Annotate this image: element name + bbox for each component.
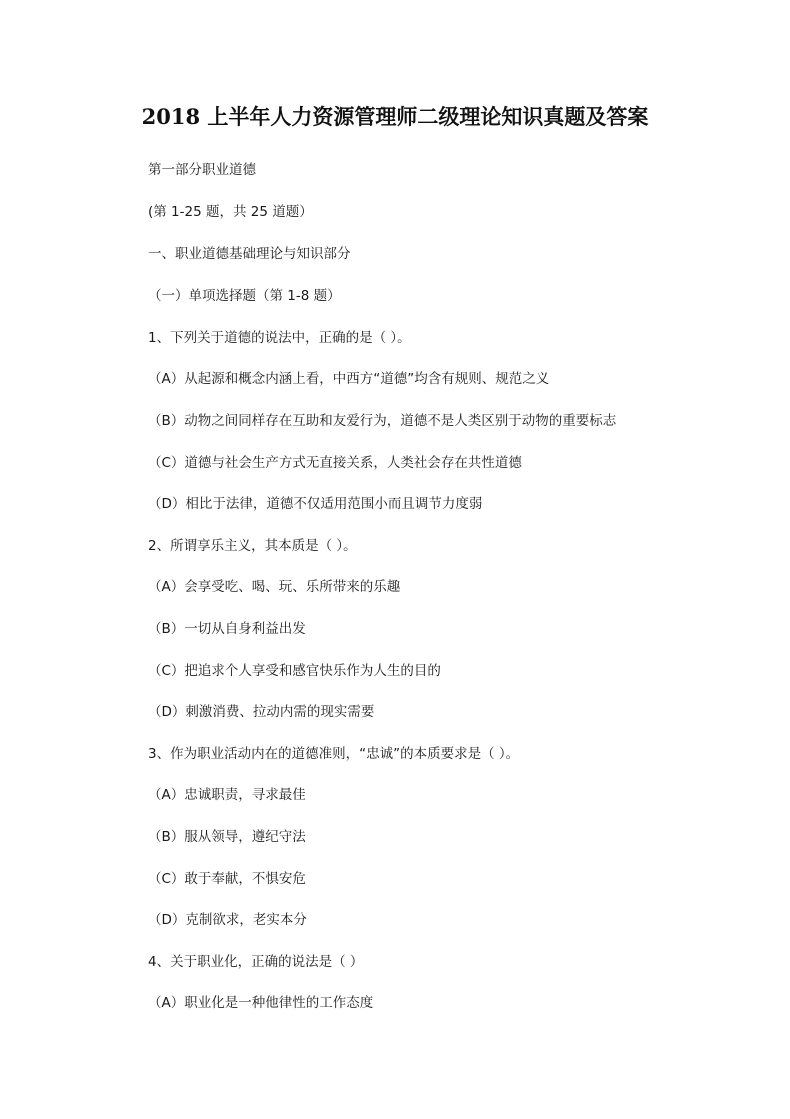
question-1-option-b: （B）动物之间同样存在互助和友爱行为，道德不是人类区别于动物的重要标志 xyxy=(148,413,617,429)
question-1-option-a: （A）从起源和概念内涵上看，中西方“道德”均含有规则、规范之义 xyxy=(148,371,550,387)
question-1-stem: 1、下列关于道德的说法中，正确的是（ ）。 xyxy=(148,330,411,346)
question-2-option-c: （C）把追求个人享受和感官快乐作为人生的目的 xyxy=(148,663,441,679)
subpart-heading: （一）单项选择题（第 1-8 题） xyxy=(148,288,341,304)
question-1-option-d: （D）相比于法律，道德不仅适用范围小而且调节力度弱 xyxy=(148,496,483,512)
question-range-note: (第 1-25 题，共 25 道题） xyxy=(148,204,313,220)
question-3-option-b: （B）服从领导，遵纪守法 xyxy=(148,829,306,845)
question-2-stem: 2、所谓享乐主义，其本质是（ ）。 xyxy=(148,538,357,554)
question-3-option-d: （D）克制欲求，老实本分 xyxy=(148,912,307,928)
question-4-stem: 4、关于职业化，正确的说法是（ ） xyxy=(148,954,364,970)
question-3-option-c: （C）敢于奉献，不惧安危 xyxy=(148,871,306,887)
part-heading: 一、职业道德基础理论与知识部分 xyxy=(148,246,351,262)
question-2-option-a: （A）会享受吃、喝、玩、乐所带来的乐趣 xyxy=(148,579,401,595)
question-3-stem: 3、作为职业活动内在的道德准则，“忠诚”的本质要求是（ ）。 xyxy=(148,746,520,762)
question-4-option-a: （A）职业化是一种他律性的工作态度 xyxy=(148,995,374,1011)
question-3-option-a: （A）忠诚职责，寻求最佳 xyxy=(148,787,306,803)
question-1-option-c: （C）道德与社会生产方式无直接关系，人类社会存在共性道德 xyxy=(148,455,522,471)
section-heading: 第一部分职业道德 xyxy=(148,162,256,178)
document-title: 2018 上半年人力资源管理师二级理论知识真题及答案 xyxy=(141,104,649,129)
question-2-option-d: （D）刺激消费、拉动内需的现实需要 xyxy=(148,704,375,720)
question-2-option-b: （B）一切从自身利益出发 xyxy=(148,621,306,637)
